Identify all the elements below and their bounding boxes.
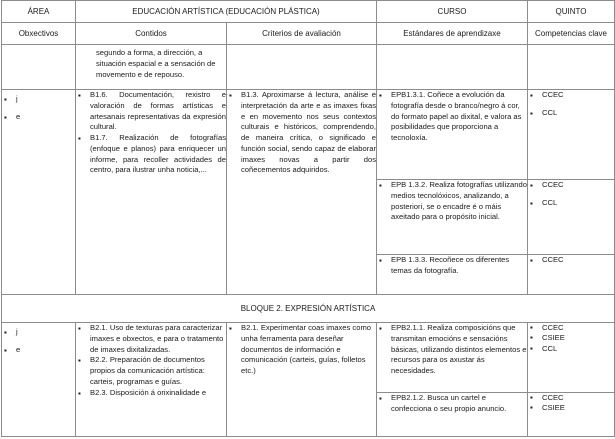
standard-item: ▪ EPB 1.3.3. Recoñece os diferentes temas da fotografía.	[377, 255, 527, 277]
content-item: ▪ B2.1. Uso de texturas para caracterizar imaxes e obxectos, e para o tratamento de imaxes dixitalizadas.	[76, 323, 226, 355]
column-header-row	[2, 23, 615, 45]
competence-cell	[528, 90, 615, 180]
block2-contents	[76, 323, 227, 437]
block2-objectives	[2, 323, 76, 437]
competence-item: ▪ CCEC	[528, 180, 614, 191]
col-competences: Competencias clave	[528, 23, 615, 45]
area-label: ÁREA	[2, 1, 76, 23]
course-label: CURSO	[377, 1, 528, 23]
competence-cell	[528, 255, 615, 295]
col-criteria: Criterios de avaliación	[227, 23, 377, 45]
header-row	[2, 1, 615, 23]
content-item: ▪ B2.3. Disposición á orixinalidade e	[76, 388, 226, 399]
contents-continuation: segundo a forma, a dirección, a situación espacial e a sensación de movemento e de repouso.	[96, 48, 216, 79]
competence-item: ▪ CCEC	[528, 255, 614, 266]
competence-item: ▪ CCL	[528, 108, 614, 119]
objective-item: ▪ j	[2, 327, 75, 338]
competence-cell	[528, 180, 615, 255]
standard-cell	[377, 323, 528, 393]
curriculum-table	[1, 0, 615, 437]
content-item: ▪ B1.6. Documentación, rexistro e valoración de formas artísticas e artesanais representativas da expresión cultural.	[76, 90, 226, 133]
competence-cell	[528, 393, 615, 437]
standard-item: ▪ EPB 1.3.2. Realiza fotografías utilizando medios tecnolóxicos, analizando, a posteriori, se o encadre é o máis axeitado para o propósito inicial.	[377, 180, 527, 223]
standard-cell	[377, 255, 528, 295]
competence-item: ▪ CCEC	[528, 323, 614, 333]
objective-item: ▪ e	[2, 112, 75, 123]
standard-cell	[377, 393, 528, 437]
competence-item: ▪ CCEC	[528, 393, 614, 403]
standard-cell	[377, 90, 528, 180]
competence-cell	[528, 323, 615, 393]
block2-criteria	[227, 323, 377, 437]
objective-item: ▪ e	[2, 345, 75, 356]
standard-item: ▪ EPB1.3.1. Coñece a evolución da fotografía desde o branco/negro á cor, do formato papel ao dixital, e valora as posibilidades que proporciona a tecnoloxía.	[377, 90, 527, 144]
competence-item: ▪ CCL	[528, 344, 614, 354]
col-standards: Estándares de aprendizaxe	[377, 23, 528, 45]
competence-item: ▪ CCEC	[528, 90, 614, 101]
col-contents: Contidos	[76, 23, 227, 45]
content-item: ▪ B2.2. Preparación de documentos propios da comunicación artística: carteis, programas e guías.	[76, 355, 226, 387]
col-objectives: Obxectivos	[2, 23, 76, 45]
competence-item: ▪ CSIEE	[528, 403, 614, 413]
block-title-row	[2, 295, 615, 323]
standard-cell	[377, 180, 528, 255]
block2-title: BLOQUE 2. EXPRESIÓN ARTÍSTICA	[2, 295, 615, 323]
competence-item: ▪ CCL	[528, 198, 614, 209]
course-value: QUINTO	[528, 1, 615, 23]
standard-item: ▪ EPB2.1.2. Busca un cartel e confecciona o seu propio anuncio.	[377, 393, 527, 415]
table-row	[2, 323, 615, 393]
table-row	[2, 90, 615, 180]
block1-contents	[76, 90, 227, 295]
criterion-item: ▪ B1.3. Aproximarse á lectura, análise e interpretación da arte e as imaxes fixas e en movemento nos seus contextos culturais e históricos, comprendendo, de maneira crítica, o significado e función social, sendo capaz de elaborar imaxes novas a partir dos coñecementos adquiridos.	[227, 90, 376, 176]
standard-item: ▪ EPB2.1.1. Realiza composicións que transmitan emocións e sensacións básicas, utilizando distintos elementos e recursos para os axustar ás necesidades.	[377, 323, 527, 377]
objective-item: ▪ j	[2, 94, 75, 105]
subject-title: EDUCACIÓN ARTÍSTICA (EDUCACIÓN PLÁSTICA)	[76, 1, 377, 23]
block1-objectives	[2, 90, 76, 295]
content-item: ▪ B1.7. Realización de fotografías (enfoque e planos) para enriquecer un informe, para recoller actividades de centro, para ilustrar unha noticia,...	[76, 133, 226, 176]
table-row	[2, 45, 615, 90]
block1-criteria	[227, 90, 377, 295]
competence-item: ▪ CSIEE	[528, 333, 614, 343]
criterion-item: ▪ B2.1. Experimentar coas imaxes como unha ferramenta para deseñar documentos de información e comunicación (carteis, guías, folletos etc.)	[227, 323, 376, 377]
